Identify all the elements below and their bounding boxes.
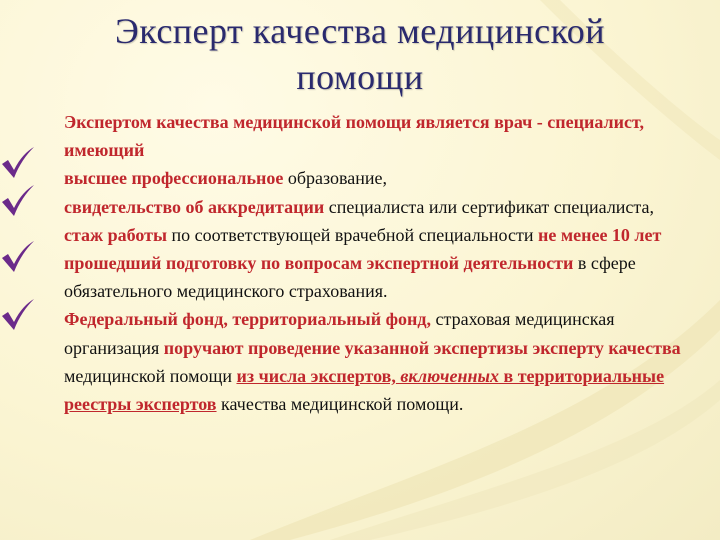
closing-highlight-1: Федеральный фонд, территориальный фонд, [64, 309, 432, 330]
bullet-2 [8, 193, 708, 221]
title-line-2: помощи [296, 57, 424, 97]
intro-text: Экспертом качества медицинской помощи является врач - специалист, имеющий [64, 112, 644, 161]
title-line-1: Эксперт качества медицинской [114, 11, 606, 51]
closing-text-3: качества медицинской помощи. [216, 394, 464, 415]
closing-italic: включенных [395, 365, 499, 386]
closing-highlight-4: в территориальные реестры экспертов [64, 365, 665, 415]
bullet-2-text: специалиста или сертификат специалиста, [324, 196, 654, 217]
bullet-4 [8, 249, 708, 305]
closing-text-1: страховая медицинская организация [64, 309, 615, 358]
bullet-1 [8, 164, 708, 192]
closing-highlight-3: из числа экспертов, [236, 365, 396, 386]
bullet-2-highlight: свидетельство об аккредитации [64, 196, 325, 217]
bullet-1-text: образование, [283, 168, 388, 189]
bullet-1-highlight: высшее профессиональное [64, 168, 284, 189]
bullet-3-highlight-2: не менее 10 лет [537, 224, 662, 245]
page-title [0, 8, 720, 100]
slide-body [8, 108, 708, 418]
bullet-3-text: по соответствующей врачебной специальности [167, 224, 538, 245]
intro-paragraph [8, 108, 708, 164]
closing-text-2: медицинской помощи [64, 365, 237, 386]
closing-paragraph [8, 305, 708, 418]
bullet-4-highlight: прошедший подготовку по вопросам экспертной деятельности [64, 253, 574, 274]
bullet-4-text: в сфере обязательного медицинского страхования. [64, 253, 636, 302]
bullet-3-highlight: стаж работы [64, 224, 168, 245]
closing-highlight-2: поручают проведение указанной экспертизы эксперту качества [163, 337, 681, 358]
bullet-3 [8, 221, 708, 249]
